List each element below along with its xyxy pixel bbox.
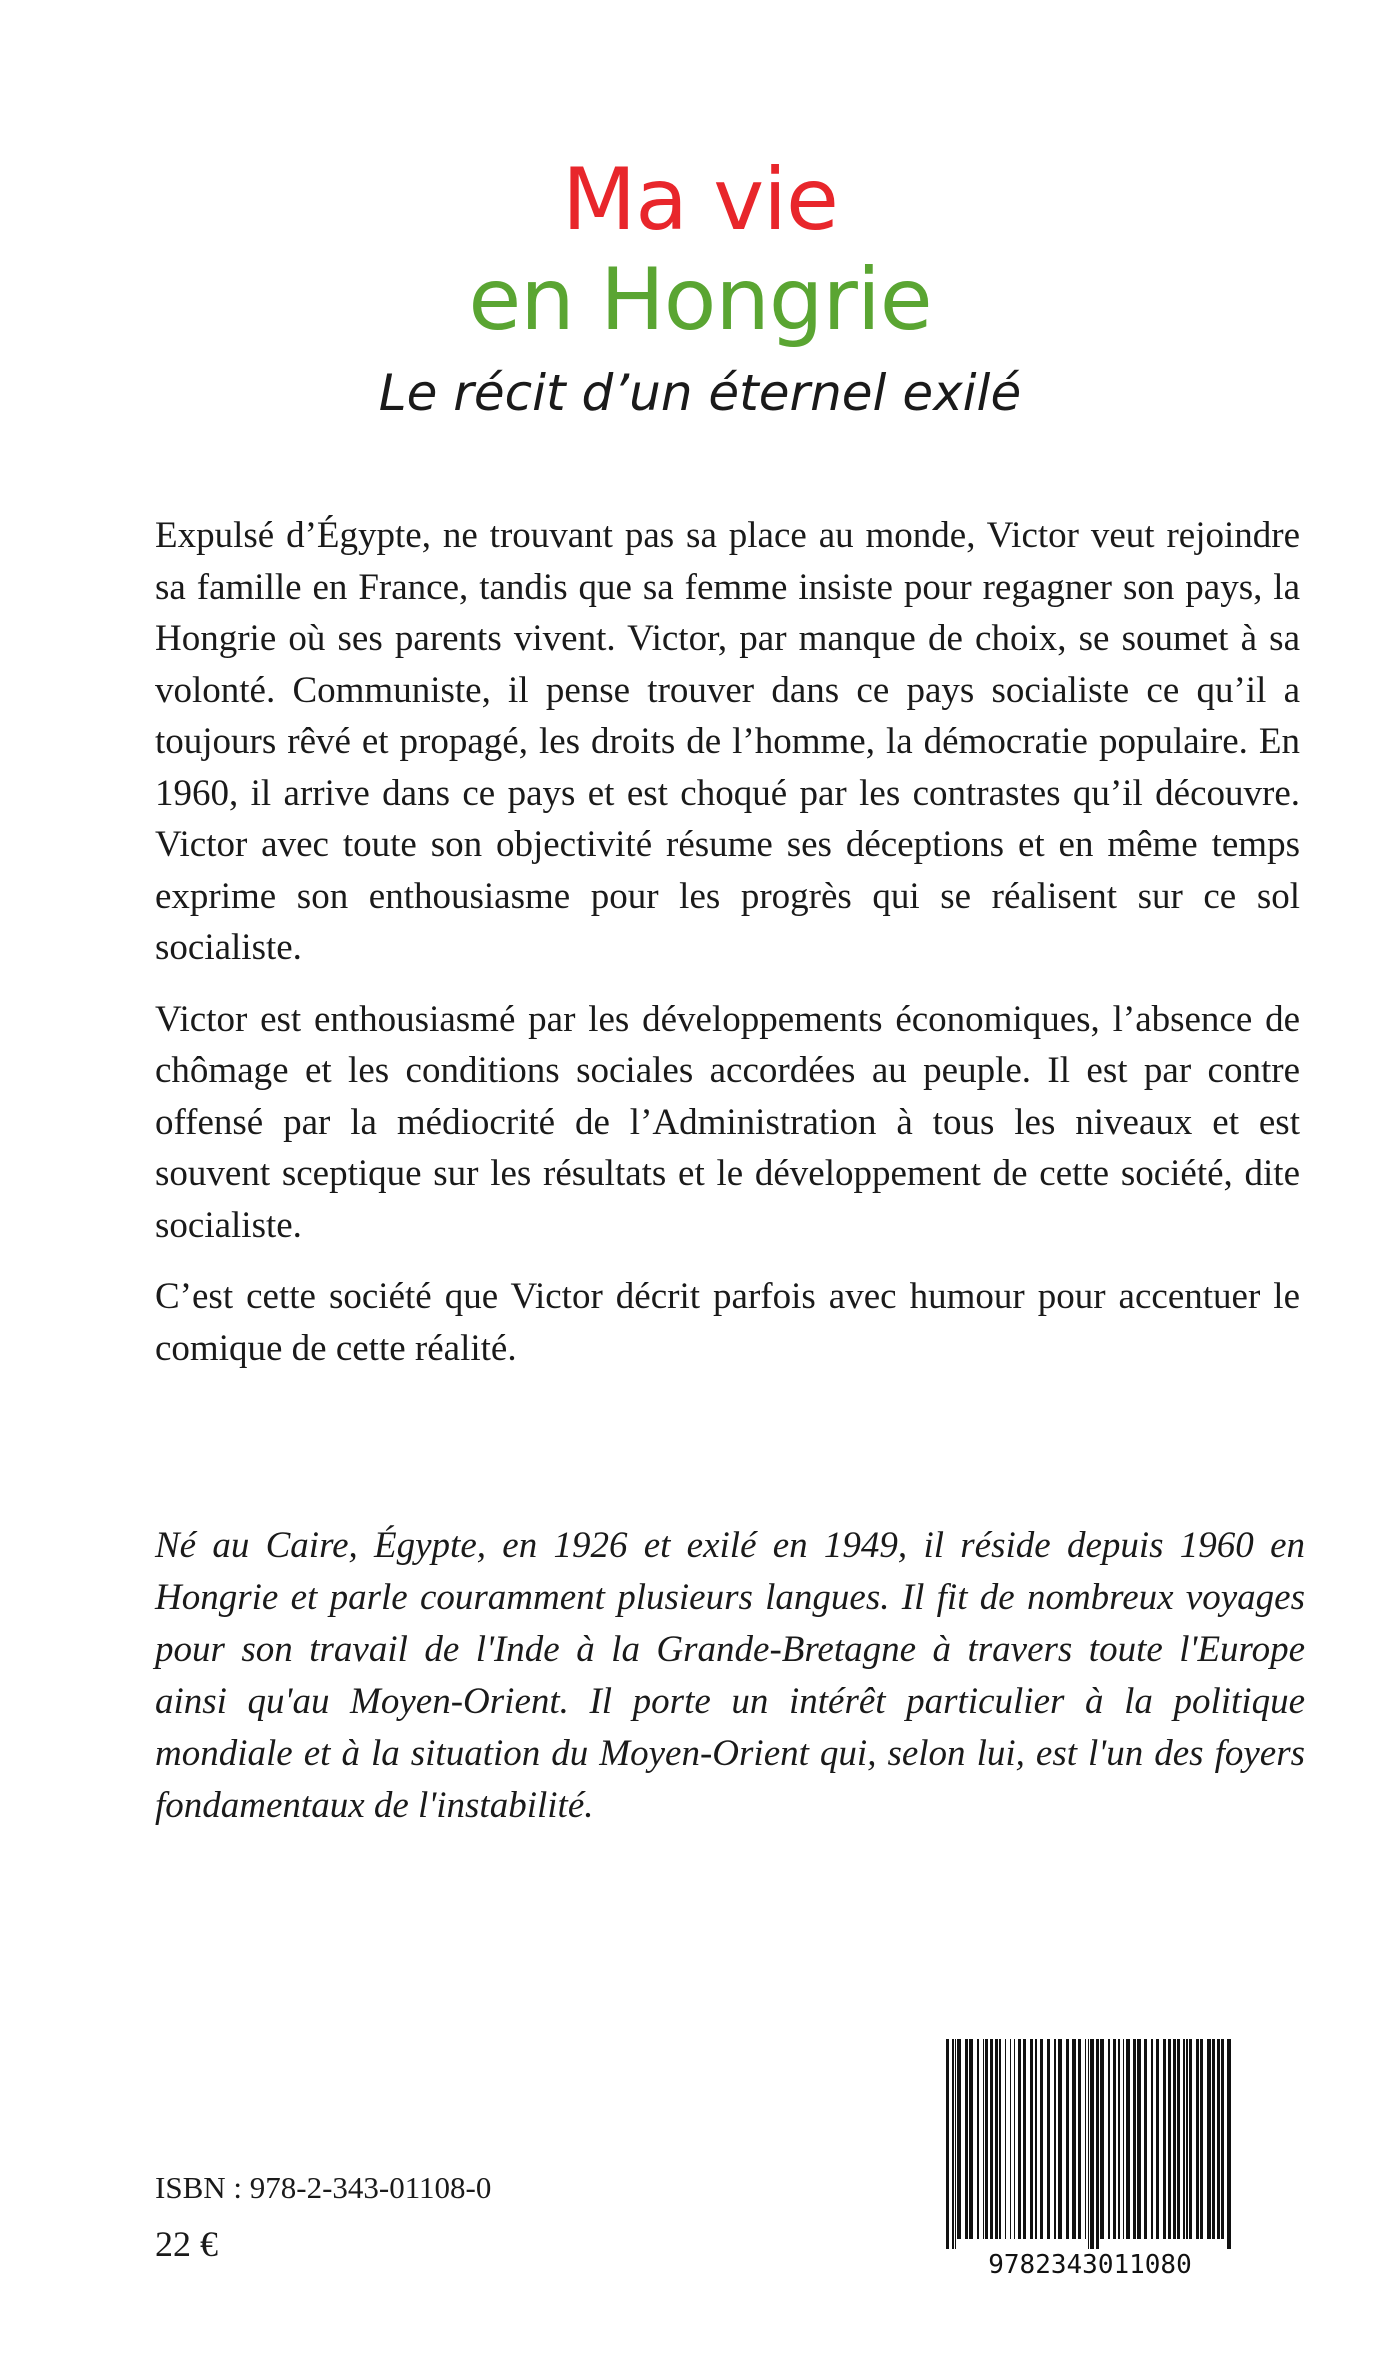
- barcode-bar: [1014, 2039, 1015, 2239]
- barcode-bar: [1005, 2039, 1006, 2239]
- barcode-icon: [940, 2035, 1240, 2285]
- barcode-bar: [1163, 2039, 1166, 2239]
- title-block: [0, 150, 1400, 428]
- barcode-digits: 9782343011080: [988, 2250, 1192, 2280]
- book-subtitle: Le récit d’un éternel exilé: [378, 364, 1022, 422]
- barcode-bar: [1133, 2039, 1136, 2239]
- barcode-bar: [969, 2039, 973, 2239]
- author-bio: [155, 1520, 1305, 1832]
- blurb-paragraph: C’est cette société que Victor décrit parfois avec humour pour accentuer le comique de cette réalité.: [155, 1276, 1300, 1369]
- barcode-bar: [1156, 2039, 1159, 2239]
- barcode-bar: [1189, 2039, 1192, 2239]
- book-title-line1: Ma vie: [562, 150, 838, 250]
- isbn: ISBN : 978-2-343-01108-0: [155, 2170, 492, 2205]
- barcode: [940, 2035, 1240, 2285]
- barcode-bar: [1177, 2039, 1180, 2239]
- barcode-bar: [1030, 2039, 1033, 2239]
- barcode-bar: [1151, 2039, 1153, 2239]
- barcode-bar: [1183, 2039, 1185, 2239]
- barcode-bar: [952, 2039, 954, 2249]
- barcode-bar: [1123, 2039, 1124, 2239]
- barcode-bar: [1221, 2039, 1224, 2239]
- barcode-bar: [965, 2039, 968, 2239]
- barcode-bar: [1096, 2039, 1099, 2249]
- blurb-paragraph: Expulsé d’Égypte, ne trouvant pas sa place au monde, Victor veut rejoindre sa famille en France, tandis que sa femme insiste pour regagner son pays, la Hongrie où ses parents vivent. Victor, par manque de choix, se soumet à sa volonté. Communiste, il pense trouver dans ce pays socialiste ce qu’il a toujours rêvé et propagé, les droits de l’homme, la démocratie populaire. En 1960, il arrive dans ce pays et est choqué par les contrastes qu’il découvre. Victor avec toute son objectivité résume ses déceptions et en même temps exprime son enthousiasme pour les progrès qui se réalisent sur ce sol socialiste.: [155, 515, 1300, 968]
- barcode-bar: [1137, 2039, 1141, 2239]
- barcode-bar: [1023, 2039, 1026, 2239]
- barcode-bar: [977, 2039, 979, 2239]
- barcode-bar: [1035, 2039, 1037, 2239]
- barcode-bar: [946, 2039, 949, 2249]
- barcode-bar: [1200, 2039, 1203, 2239]
- barcode-bar: [1227, 2039, 1231, 2249]
- barcode-bar: [1040, 2039, 1043, 2239]
- barcode-bar: [1186, 2039, 1188, 2239]
- barcode-bar: [1018, 2039, 1021, 2239]
- barcode-bar: [990, 2039, 993, 2239]
- barcode-bar: [1100, 2039, 1104, 2239]
- barcode-bar: [1144, 2039, 1147, 2239]
- barcode-bar: [1173, 2039, 1176, 2239]
- barcode-bar: [1085, 2039, 1086, 2239]
- book-blurb: [155, 510, 1300, 1394]
- barcode-bar: [1090, 2039, 1094, 2249]
- barcode-bar: [1207, 2039, 1211, 2239]
- barcode-bar: [1118, 2039, 1120, 2239]
- barcode-bar: [985, 2039, 988, 2239]
- barcode-bar: [957, 2039, 961, 2239]
- barcode-bar: [1066, 2039, 1069, 2239]
- blurb-paragraph: Victor est enthousiasmé par les développements économiques, l’absence de chômage et les conditions sociales accordées au peuple. Il est par contre offensé par la médiocrité de l’Administration à tous les niveaux et est souvent sceptique sur les résultats et le développement de cette société, dite socialiste.: [155, 998, 1300, 1246]
- author-bio-text: Né au Caire, Égypte, en 1926 et exilé en 1949, il réside depuis 1960 en Hongrie et parle couramment plusieurs langues. Il fit de nombreux voyages pour son travail de l'Inde à la Grande-Bretagne à travers toute l'Europe ainsi qu'au Moyen-Orient. Il porte un intérêt particulier à la politique mondiale et à la situation du Moyen-Orient qui, selon lui, est l'un des foyers fondamentaux de l'instabilité.: [155, 1525, 1305, 1826]
- barcode-bar: [983, 2039, 984, 2239]
- barcode-bar: [1196, 2039, 1199, 2239]
- barcode-bar: [1126, 2039, 1130, 2239]
- barcode-bar: [1078, 2039, 1081, 2239]
- barcode-bar: [1088, 2039, 1089, 2249]
- barcode-bar: [1168, 2039, 1171, 2239]
- barcode-bar: [1010, 2039, 1011, 2239]
- barcode-bar: [1072, 2039, 1076, 2239]
- barcode-bar: [1108, 2039, 1110, 2239]
- barcode-bar: [1113, 2039, 1116, 2239]
- barcode-bar: [1058, 2039, 1062, 2239]
- barcode-bar: [1054, 2039, 1056, 2239]
- barcode-bar: [1047, 2039, 1050, 2239]
- price: 22 €: [155, 2224, 218, 2264]
- barcode-bar: [999, 2039, 1001, 2239]
- barcode-bar: [1217, 2039, 1220, 2239]
- book-title-line2: en Hongrie: [468, 250, 932, 350]
- barcode-bar: [955, 2039, 956, 2249]
- barcode-bar: [1212, 2039, 1215, 2239]
- barcode-bar: [995, 2039, 998, 2239]
